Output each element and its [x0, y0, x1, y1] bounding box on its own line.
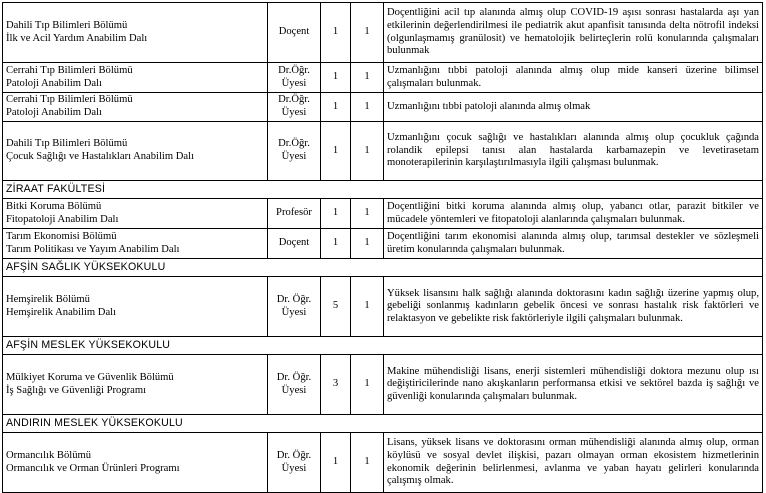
department-line: İş Sağlığı ve Güvenliği Programı: [6, 384, 147, 396]
academic-title-cell: [268, 122, 321, 181]
department-cell: [3, 122, 268, 181]
section-row: [3, 181, 763, 199]
table-row: [3, 355, 763, 415]
department-line: Ormancılık Bölümü: [6, 449, 92, 461]
requirements-cell: Uzmanlığını çocuk sağlığı ve hastalıkları alanında almış olup çocukluk çağında rolandik epilepsi tanısı alan hastalarda karbamazepin ve levetirasetam monoterapilerinin karşılaştırılmasıyla ilgili çalışması bulunmak.: [384, 122, 763, 181]
table-row: [3, 199, 763, 229]
department-cell: [3, 199, 268, 229]
requirements-cell: Yüksek lisansını halk sağlığı alanında doktorasını kadın sağlığı üzerine yapmış olup, gebeliği sonlanmış kadınların gebelik öncesi ve sonrası hastalık risk faktörleri ve relaktasyon ve gebelikte risk faktörleriyle ilgili çalışmaları bulunmak.: [384, 277, 763, 337]
section-row: [3, 337, 763, 355]
level-cell: 1: [321, 93, 351, 122]
academic-title-cell: [268, 93, 321, 122]
department-cell: [3, 277, 268, 337]
level-cell: 1: [321, 122, 351, 181]
academic-title-cell: [268, 229, 321, 259]
department-line: Hemşirelik Bölümü: [6, 293, 90, 305]
department-cell: [3, 433, 268, 493]
section-row: [3, 259, 763, 277]
level-cell: 1: [321, 433, 351, 493]
academic-title-line: Üyesi: [281, 462, 307, 474]
department-line: Dahili Tıp Bilimleri Bölümü: [6, 138, 128, 150]
level-cell: 1: [321, 229, 351, 259]
academic-title-cell: [268, 277, 321, 337]
positions-table: [2, 2, 763, 493]
quota-cell: 1: [351, 93, 384, 122]
section-heading: AFŞİN SAĞLIK YÜKSEKOKULU: [3, 259, 763, 277]
requirements-cell: Lisans, yüksek lisans ve doktorasını orman mühendisliği alanında almış olup, orman köylüsü ve sosyal devlet ilişkisi, pazarı olmayan orman ekosistem hizmetlerinin ekonomik değerinin belirlenmesi, avlanma ve yaban hayatı gelirleri konularında çalışmış olmak.: [384, 433, 763, 493]
academic-title-line: Dr. Öğr.: [276, 449, 312, 461]
academic-title-line: Üyesi: [281, 107, 307, 118]
academic-title-line: Dr.Öğr.: [278, 94, 310, 106]
table-row: [3, 122, 763, 181]
academic-title-cell: [268, 355, 321, 415]
academic-title-line: Dr. Öğr.: [276, 293, 312, 305]
table-row: [3, 433, 763, 493]
academic-title-line: Dr.Öğr.: [278, 64, 310, 76]
department-line: Mülkiyet Koruma ve Güvenlik Bölümü: [6, 371, 174, 383]
section-row: [3, 415, 763, 433]
quota-cell: 1: [351, 199, 384, 229]
department-cell: [3, 93, 268, 122]
department-line: Dahili Tıp Bilimleri Bölümü: [6, 19, 128, 31]
academic-title-cell: [268, 199, 321, 229]
department-line: Patoloji Anabilim Dalı: [6, 107, 102, 118]
academic-title-line: Üyesi: [281, 384, 307, 396]
department-line: İlk ve Acil Yardım Anabilim Dalı: [6, 32, 148, 44]
academic-title-line: Üyesi: [281, 77, 307, 89]
level-cell: 1: [321, 63, 351, 93]
table-row: [3, 3, 763, 63]
level-cell: 5: [321, 277, 351, 337]
academic-title-line: Üyesi: [281, 151, 307, 162]
department-line: Patoloji Anabilim Dalı: [6, 77, 102, 89]
department-line: Cerrahi Tıp Bilimleri Bölümü: [6, 64, 133, 76]
section-heading: ANDIRIN MESLEK YÜKSEKOKULU: [3, 415, 763, 433]
level-cell: 1: [321, 199, 351, 229]
quota-cell: 1: [351, 3, 384, 63]
department-line: Fitopatoloji Anabilim Dalı: [6, 213, 119, 225]
academic-title-cell: [268, 433, 321, 493]
table-row: [3, 93, 763, 122]
department-line: Tarım Politikası ve Yayım Anabilim Dalı: [6, 243, 180, 255]
academic-title-line: Profesör: [276, 207, 312, 219]
quota-cell: 1: [351, 433, 384, 493]
requirements-cell: Makine mühendisliği lisans, enerji sistemleri mühendisliği doktora mezunu olup ısı değiştiricilerinde nano akışkanların performansa etkisi ve sektörel bazda iş sağlığı ve güvenliği konularında çalışmaları bulunmak.: [384, 355, 763, 415]
department-cell: [3, 355, 268, 415]
academic-title-line: Dr.Öğr.: [278, 138, 310, 150]
academic-title-line: Doçent: [278, 26, 310, 38]
department-line: Cerrahi Tıp Bilimleri Bölümü: [6, 94, 133, 106]
department-line: Ormancılık ve Orman Ürünleri Programı: [6, 462, 180, 474]
requirements-cell: Doçentliğini tarım ekonomisi alanında almış olup, tarımsal destekler ve sözleşmeli üretim konularında çalışmaları bulunmak.: [384, 229, 763, 259]
department-line: Hemşirelik Anabilim Dalı: [6, 306, 117, 318]
academic-title-cell: [268, 63, 321, 93]
department-cell: [3, 63, 268, 93]
requirements-cell: Doçentliğini acil tıp alanında almış olup COVID-19 aşısı sonrası hastalarda aşı yan etkilerinin değerlendirilmesi ile pediatrik akut apanfisit tanısında delta nötrofil indeksi (olgunlaşmamış granülosit) ve hematolojik belirteçlerin rolü konularında çalışmaları bulunmak: [384, 3, 763, 63]
section-heading: AFŞİN MESLEK YÜKSEKOKULU: [3, 337, 763, 355]
academic-title-cell: [268, 3, 321, 63]
section-heading: ZİRAAT FAKÜLTESİ: [3, 181, 763, 199]
level-cell: 3: [321, 355, 351, 415]
academic-title-line: Üyesi: [281, 306, 307, 318]
quota-cell: 1: [351, 229, 384, 259]
department-line: Bitki Koruma Bölümü: [6, 200, 102, 212]
department-cell: [3, 3, 268, 63]
academic-title-line: Dr. Öğr.: [276, 371, 312, 383]
table-row: [3, 277, 763, 337]
quota-cell: 1: [351, 122, 384, 181]
requirements-cell: Uzmanlığını tıbbi patoloji alanında almış olmak: [384, 93, 763, 122]
quota-cell: 1: [351, 63, 384, 93]
quota-cell: 1: [351, 355, 384, 415]
table-row: [3, 229, 763, 259]
department-line: Tarım Ekonomisi Bölümü: [6, 230, 117, 242]
academic-title-line: Doçent: [278, 237, 310, 249]
positions-table-body: [3, 3, 763, 493]
level-cell: 1: [321, 3, 351, 63]
requirements-cell: Uzmanlığını tıbbi patoloji alanında almış olup mide kanseri üzerine bilimsel çalışmaları bulunmak.: [384, 63, 763, 93]
requirements-cell: Doçentliğini bitki koruma alanında almış olup, yabancı otlar, parazit bitkiler ve mücadele yöntemleri ve fitopatoloji alanlarında çalışmaları bulunmak.: [384, 199, 763, 229]
department-cell: [3, 229, 268, 259]
department-line: Çocuk Sağlığı ve Hastalıkları Anabilim Dalı: [6, 151, 195, 162]
table-row: [3, 63, 763, 93]
quota-cell: 1: [351, 277, 384, 337]
